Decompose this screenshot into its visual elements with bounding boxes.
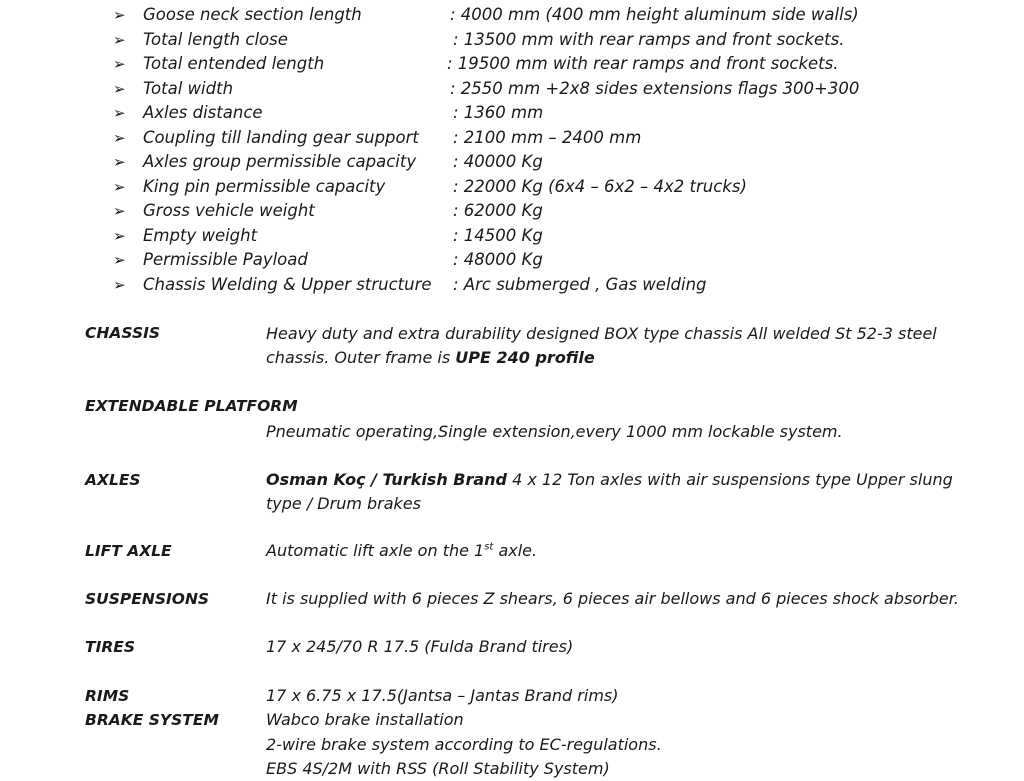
lift-axle-text: Automatic lift axle on the 1: [266, 541, 485, 560]
spec-value: : 13500 mm with rear ramps and front sockets.: [453, 30, 845, 49]
brake-line-2: 2-wire brake system according to EC-regulations.: [266, 735, 662, 754]
spec-label: Gross vehicle weight: [143, 201, 315, 220]
spec-row: [0, 77, 1024, 101]
bullet-arrow-icon: ➢: [113, 202, 126, 220]
axles-line-1: [266, 468, 953, 492]
lift-axle-ordinal: st: [484, 541, 494, 553]
lift-axle-line-1: [266, 539, 537, 563]
spec-value: : 4000 mm (400 mm height aluminum side walls): [450, 5, 859, 24]
section-title-axles: AXLES: [85, 471, 141, 489]
chassis-line-1: Heavy duty and extra durability designed BOX type chassis All welded St 52-3 steel: [266, 324, 937, 343]
section-title-tires: TIRES: [85, 638, 136, 656]
spec-label: Chassis Welding & Upper structure: [143, 275, 432, 294]
spec-row: [0, 248, 1024, 272]
spec-row: [0, 52, 1024, 76]
spec-row: [0, 150, 1024, 174]
axles-line-2: type / Drum brakes: [266, 494, 421, 513]
spec-label: Total entended length: [143, 54, 325, 73]
spec-row: [0, 3, 1024, 27]
spec-value: : 2550 mm +2x8 sides extensions flags 300+300: [450, 79, 860, 98]
spec-row: [0, 175, 1024, 199]
brake-line-3: EBS 4S/2M with RSS (Roll Stability System): [266, 759, 610, 778]
spec-label: Axles distance: [143, 103, 263, 122]
section-title-rims: RIMS: [85, 687, 130, 705]
spec-value: : 22000 Kg (6x4 – 6x2 – 4x2 trucks): [453, 177, 747, 196]
section-title-suspensions: SUSPENSIONS: [85, 590, 210, 608]
axles-brand-bold: Osman Koç / Turkish Brand: [266, 470, 508, 489]
spec-row: [0, 126, 1024, 150]
spec-value: : 62000 Kg: [453, 201, 543, 220]
spec-value: : 40000 Kg: [453, 152, 543, 171]
spec-value: : 14500 Kg: [453, 226, 543, 245]
bullet-arrow-icon: ➢: [113, 55, 126, 73]
bullet-arrow-icon: ➢: [113, 104, 126, 122]
spec-value: : 2100 mm – 2400 mm: [453, 128, 642, 147]
section-title-chassis: CHASSIS: [85, 324, 161, 342]
spec-label: King pin permissible capacity: [143, 177, 386, 196]
spec-value: : 19500 mm with rear ramps and front sockets.: [447, 54, 839, 73]
bullet-arrow-icon: ➢: [113, 129, 126, 147]
spec-row: [0, 224, 1024, 248]
rims-line-1: 17 x 6.75 x 17.5(Jantsa – Jantas Brand rims): [266, 686, 619, 705]
spec-label: Total width: [143, 79, 234, 98]
section-title-extendable-platform: EXTENDABLE PLATFORM: [85, 397, 298, 415]
spec-row: [0, 199, 1024, 223]
section-title-lift-axle: LIFT AXLE: [85, 542, 172, 560]
extendable-line-1: Pneumatic operating,Single extension,every 1000 mm lockable system.: [266, 422, 843, 441]
spec-label: Coupling till landing gear support: [143, 128, 419, 147]
axles-line-1-text: 4 x 12 Ton axles with air suspensions type Upper slung: [507, 470, 953, 489]
spec-label: Empty weight: [143, 226, 258, 245]
suspensions-line-1: It is supplied with 6 pieces Z shears, 6 pieces air bellows and 6 pieces shock absorber.: [266, 589, 959, 608]
bullet-arrow-icon: ➢: [113, 153, 126, 171]
spec-label: Total length close: [143, 30, 288, 49]
chassis-line-2-text: chassis. Outer frame is: [266, 348, 456, 367]
tires-line-1: 17 x 245/70 R 17.5 (Fulda Brand tires): [266, 637, 574, 656]
spec-row: [0, 273, 1024, 297]
bullet-arrow-icon: ➢: [113, 276, 126, 294]
bullet-arrow-icon: ➢: [113, 178, 126, 196]
spec-label: Permissible Payload: [143, 250, 308, 269]
spec-label: Axles group permissible capacity: [143, 152, 417, 171]
chassis-profile-bold: UPE 240 profile: [455, 348, 595, 367]
spec-row: [0, 28, 1024, 52]
spec-label: Goose neck section length: [143, 5, 362, 24]
bullet-arrow-icon: ➢: [113, 251, 126, 269]
bullet-arrow-icon: ➢: [113, 80, 126, 98]
spec-value: : 48000 Kg: [453, 250, 543, 269]
bullet-arrow-icon: ➢: [113, 6, 126, 24]
spec-value: : 1360 mm: [453, 103, 544, 122]
brake-line-1: Wabco brake installation: [266, 710, 464, 729]
chassis-line-2: [266, 346, 595, 370]
spec-value: : Arc submerged , Gas welding: [453, 275, 707, 294]
lift-axle-text-end: axle.: [493, 541, 538, 560]
spec-row: [0, 101, 1024, 125]
bullet-arrow-icon: ➢: [113, 227, 126, 245]
section-title-brake-system: BRAKE SYSTEM: [85, 711, 219, 729]
bullet-arrow-icon: ➢: [113, 31, 126, 49]
